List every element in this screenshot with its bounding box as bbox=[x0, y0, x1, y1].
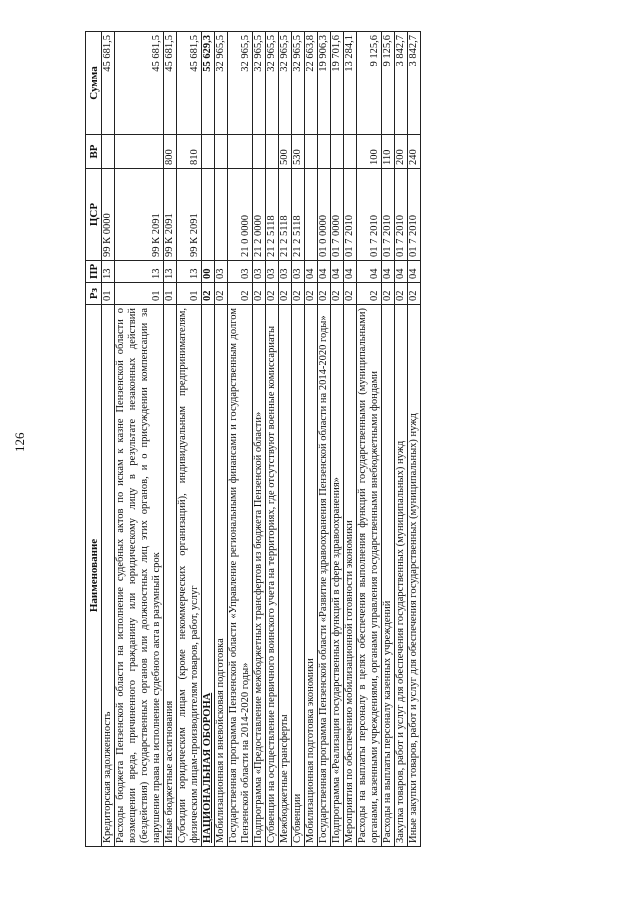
cell-csr: 01 7 2010 bbox=[382, 169, 395, 261]
cell-rz: 02 bbox=[395, 283, 408, 305]
cell-csr bbox=[215, 169, 228, 261]
table-row bbox=[102, 32, 115, 847]
cell-csr bbox=[305, 169, 318, 261]
cell-vr bbox=[266, 135, 279, 169]
cell-rz: 02 bbox=[279, 283, 292, 305]
table-row bbox=[382, 32, 395, 847]
cell-csr: 99 К 2091 bbox=[115, 169, 164, 261]
cell-vr: 240 bbox=[408, 135, 421, 169]
cell-csr: 99 К 2091 bbox=[164, 169, 177, 261]
cell-pr: 03 bbox=[279, 261, 292, 283]
cell-vr: 800 bbox=[164, 135, 177, 169]
cell-sum: 3 842,7 bbox=[408, 32, 421, 135]
header-vr: ВР bbox=[86, 135, 102, 169]
cell-rz: 02 bbox=[202, 283, 215, 305]
table-row bbox=[164, 32, 177, 847]
cell-sum: 9 125,6 bbox=[357, 32, 382, 135]
cell-csr: 01 7 2010 bbox=[344, 169, 357, 261]
cell-rz: 02 bbox=[408, 283, 421, 305]
cell-pr: 00 bbox=[202, 261, 215, 283]
cell-name: Субсидии юридическим лицам (кроме некоммерческих организаций), индивидуальным предпринимателям, физическим лицам-производителям товаров, работ, услуг bbox=[177, 305, 202, 847]
cell-sum: 22 663,8 bbox=[305, 32, 318, 135]
cell-vr bbox=[253, 135, 266, 169]
cell-name: Иные бюджетные ассигнования bbox=[164, 305, 177, 847]
cell-sum: 32 965,5 bbox=[266, 32, 279, 135]
cell-name: Расходы бюджета Пензенской области на исполнение судебных актов по искам к казне Пензенской области о возмещении вреда, причиненного гражданину или юридическому лицу в результате незаконных действий (бездействия) государственных органов или должностных лиц этих органов, и о присуждении компенсации за нарушение права на исполнение судебного акта в разумный срок bbox=[115, 305, 164, 847]
cell-vr: 810 bbox=[177, 135, 202, 169]
cell-csr: 21 2 0000 bbox=[253, 169, 266, 261]
table-body bbox=[102, 32, 421, 847]
cell-sum: 45 681,5 bbox=[115, 32, 164, 135]
table-row bbox=[253, 32, 266, 847]
cell-pr: 04 bbox=[331, 261, 344, 283]
cell-name: Государственная программа Пензенской области «Развитие здравоохранения Пензенской области на 2014-2020 годы» bbox=[318, 305, 331, 847]
cell-rz: 01 bbox=[115, 283, 164, 305]
cell-pr: 04 bbox=[408, 261, 421, 283]
cell-csr: 01 7 2010 bbox=[408, 169, 421, 261]
table-header-row bbox=[86, 32, 102, 847]
table-row bbox=[215, 32, 228, 847]
budget-table bbox=[85, 31, 421, 847]
header-pr: ПР bbox=[86, 261, 102, 283]
cell-name: Мобилизационная и вневойсковая подготовка bbox=[215, 305, 228, 847]
cell-sum: 19 906,3 bbox=[318, 32, 331, 135]
cell-rz: 02 bbox=[357, 283, 382, 305]
header-csr: ЦСР bbox=[86, 169, 102, 261]
cell-csr: 01 7 0000 bbox=[331, 169, 344, 261]
table-row bbox=[115, 32, 164, 847]
cell-pr: 13 bbox=[177, 261, 202, 283]
cell-sum: 32 965,5 bbox=[228, 32, 253, 135]
cell-name: Государственная программа Пензенской области «Управление региональными финансами и государственным долгом Пензенской области на 2014-2020 годы» bbox=[228, 305, 253, 847]
table-row bbox=[331, 32, 344, 847]
cell-sum: 45 681,5 bbox=[102, 32, 115, 135]
cell-rz: 02 bbox=[305, 283, 318, 305]
rotated-page bbox=[85, 32, 555, 847]
cell-rz: 02 bbox=[382, 283, 395, 305]
table-row bbox=[408, 32, 421, 847]
cell-pr: 03 bbox=[266, 261, 279, 283]
table-row bbox=[357, 32, 382, 847]
cell-csr: 99 К 0000 bbox=[102, 169, 115, 261]
cell-name: НАЦИОНАЛЬНАЯ ОБОРОНА bbox=[202, 305, 215, 847]
cell-name: Закупка товаров, работ и услуг для обеспечения государственных (муниципальных) нужд bbox=[395, 305, 408, 847]
cell-rz: 02 bbox=[266, 283, 279, 305]
table-row bbox=[177, 32, 202, 847]
cell-pr: 04 bbox=[318, 261, 331, 283]
cell-name: Мероприятия по обеспечению мобилизационной готовности экономики bbox=[344, 305, 357, 847]
cell-csr: 21 2 5118 bbox=[279, 169, 292, 261]
cell-sum: 45 681,5 bbox=[164, 32, 177, 135]
cell-sum: 55 629,3 bbox=[202, 32, 215, 135]
cell-vr bbox=[318, 135, 331, 169]
table-row bbox=[266, 32, 279, 847]
cell-name: Иные закупки товаров, работ и услуг для обеспечения государственных (муниципальных) нужд bbox=[408, 305, 421, 847]
cell-vr bbox=[202, 135, 215, 169]
table-row bbox=[228, 32, 253, 847]
cell-pr: 04 bbox=[344, 261, 357, 283]
cell-csr bbox=[202, 169, 215, 261]
cell-vr: 530 bbox=[292, 135, 305, 169]
cell-sum: 13 284,1 bbox=[344, 32, 357, 135]
table-row bbox=[305, 32, 318, 847]
cell-name: Подпрограмма «Реализация государственных функций в сфере здравоохранения» bbox=[331, 305, 344, 847]
cell-vr: 200 bbox=[395, 135, 408, 169]
cell-name: Расходы на выплаты персоналу в целях обеспечения выполнения функций государственными (муниципальными) органами, казенными учреждениями, органами управления государственными внебюджетными фондами bbox=[357, 305, 382, 847]
cell-sum: 32 965,5 bbox=[253, 32, 266, 135]
cell-vr bbox=[331, 135, 344, 169]
cell-name: Расходы на выплаты персоналу казенных учреждений bbox=[382, 305, 395, 847]
table-row bbox=[395, 32, 408, 847]
cell-name: Межбюджетные трансферты bbox=[279, 305, 292, 847]
cell-rz: 01 bbox=[177, 283, 202, 305]
cell-vr bbox=[115, 135, 164, 169]
cell-pr: 03 bbox=[228, 261, 253, 283]
cell-vr bbox=[228, 135, 253, 169]
cell-rz: 02 bbox=[253, 283, 266, 305]
cell-csr: 21 2 5118 bbox=[292, 169, 305, 261]
cell-pr: 03 bbox=[215, 261, 228, 283]
table-row bbox=[279, 32, 292, 847]
cell-rz: 02 bbox=[228, 283, 253, 305]
table-row bbox=[292, 32, 305, 847]
cell-name: Мобилизационная подготовка экономики bbox=[305, 305, 318, 847]
cell-vr: 500 bbox=[279, 135, 292, 169]
cell-pr: 04 bbox=[382, 261, 395, 283]
cell-pr: 13 bbox=[115, 261, 164, 283]
cell-pr: 04 bbox=[395, 261, 408, 283]
cell-rz: 02 bbox=[215, 283, 228, 305]
cell-csr: 01 7 2010 bbox=[357, 169, 382, 261]
cell-rz: 01 bbox=[164, 283, 177, 305]
cell-csr: 01 7 2010 bbox=[395, 169, 408, 261]
cell-pr: 03 bbox=[292, 261, 305, 283]
cell-sum: 32 965,5 bbox=[215, 32, 228, 135]
cell-csr: 21 0 0000 bbox=[228, 169, 253, 261]
cell-rz: 02 bbox=[344, 283, 357, 305]
cell-sum: 3 842,7 bbox=[395, 32, 408, 135]
cell-vr bbox=[102, 135, 115, 169]
table-row bbox=[202, 32, 215, 847]
header-name: Наименование bbox=[86, 305, 102, 847]
cell-name: Подпрограмма «Предоставление межбюджетных трансфертов из бюджета Пензенской области» bbox=[253, 305, 266, 847]
cell-sum: 19 701,6 bbox=[331, 32, 344, 135]
cell-rz: 02 bbox=[331, 283, 344, 305]
cell-vr bbox=[305, 135, 318, 169]
table-row bbox=[344, 32, 357, 847]
cell-sum: 9 125,6 bbox=[382, 32, 395, 135]
cell-pr: 03 bbox=[253, 261, 266, 283]
cell-vr: 100 bbox=[357, 135, 382, 169]
cell-sum: 32 965,5 bbox=[292, 32, 305, 135]
cell-name: Субвенции bbox=[292, 305, 305, 847]
header-sum: Сумма bbox=[86, 32, 102, 135]
header-rz: Рз bbox=[86, 283, 102, 305]
cell-pr: 04 bbox=[305, 261, 318, 283]
cell-name: Субвенции на осуществление первичного воинского учета на территориях, где отсутствуют военные комиссариаты bbox=[266, 305, 279, 847]
cell-pr: 13 bbox=[102, 261, 115, 283]
cell-csr: 01 0 0000 bbox=[318, 169, 331, 261]
cell-rz: 01 bbox=[102, 283, 115, 305]
cell-vr bbox=[215, 135, 228, 169]
cell-sum: 32 965,5 bbox=[279, 32, 292, 135]
page-number: 126 bbox=[12, 432, 27, 452]
cell-pr: 04 bbox=[357, 261, 382, 283]
cell-rz: 02 bbox=[318, 283, 331, 305]
cell-csr: 99 К 2091 bbox=[177, 169, 202, 261]
cell-vr: 110 bbox=[382, 135, 395, 169]
cell-rz: 02 bbox=[292, 283, 305, 305]
cell-pr: 13 bbox=[164, 261, 177, 283]
cell-csr: 21 2 5118 bbox=[266, 169, 279, 261]
table-row bbox=[318, 32, 331, 847]
cell-name: Кредиторская задолженность bbox=[102, 305, 115, 847]
cell-vr bbox=[344, 135, 357, 169]
cell-sum: 45 681,5 bbox=[177, 32, 202, 135]
